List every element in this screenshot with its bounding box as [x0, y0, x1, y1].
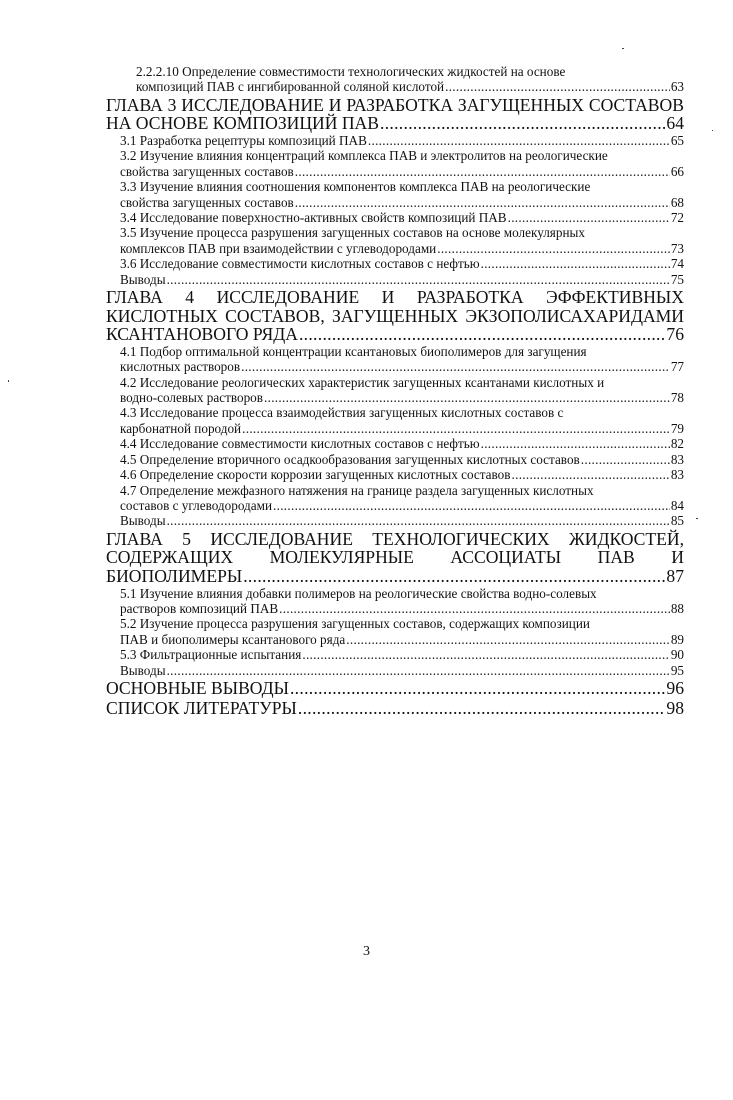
toc-entry-text-line: 4.2 Исследование реологических характеристик загущенных ксантанами кислотных и	[120, 374, 605, 390]
toc-entry-leader-line	[120, 467, 684, 482]
toc-entry-leader-line	[120, 241, 684, 256]
scan-speck	[8, 380, 9, 382]
toc-page-number: 85	[670, 513, 684, 529]
toc-entry-title: карбонатной породой	[120, 420, 242, 436]
toc-section-entry	[120, 344, 684, 375]
toc-entry-title: 3.1 Разработка рецептуры композиций ПАВ	[120, 133, 367, 148]
scan-speck	[696, 518, 698, 519]
dot-leader	[581, 452, 670, 467]
toc-section-entry	[120, 148, 684, 179]
toc-entry-leader-line	[120, 647, 684, 662]
toc-page-number: 96	[666, 677, 684, 698]
toc-page-number: 90	[670, 647, 684, 663]
toc-section-entry	[120, 225, 684, 256]
toc-entry-text-line: 4.7 Определение межфазного натяжения на границе раздела загущенных кислотных	[120, 482, 594, 498]
toc-page-number: 82	[670, 436, 684, 452]
toc-entry-title: Выводы	[120, 271, 166, 287]
toc-page-number: 87	[666, 565, 684, 586]
toc-entry-text-line: 5.1 Изучение влияния добавки полимеров на реологические свойства водно-солевых	[120, 585, 597, 601]
dot-leader	[512, 467, 670, 482]
toc-page-number: 79	[670, 420, 684, 436]
toc-entry-title: свойства загущенных составов	[120, 163, 294, 179]
dot-leader	[241, 359, 670, 374]
toc-entry-title: кислотных растворов	[120, 359, 241, 375]
toc-entry-leader-line	[120, 421, 684, 436]
toc-entry-leader-line	[106, 325, 684, 344]
dot-leader	[481, 436, 670, 451]
toc-chapter-entry	[106, 96, 684, 133]
toc-entry-leader-line	[120, 452, 684, 467]
table-of-contents	[106, 64, 684, 717]
dot-leader	[346, 632, 670, 647]
dot-leader	[302, 647, 669, 662]
toc-chapter-entry	[106, 288, 684, 344]
toc-page-number: 83	[670, 467, 684, 483]
toc-section-entry	[120, 133, 684, 148]
toc-entry-title: ПАВ и биополимеры ксантанового ряда	[120, 631, 346, 647]
toc-entry-title: комплексов ПАВ при взаимодействии с углеводородами	[120, 240, 437, 256]
toc-chapter-entry	[106, 679, 684, 698]
toc-entry-text-line: ГЛАВА 3 ИССЛЕДОВАНИЕ И РАЗРАБОТКА ЗАГУЩЕННЫХ СОСТАВОВ	[106, 94, 684, 115]
toc-entry-title: свойства загущенных составов	[120, 194, 294, 210]
toc-section-entry	[120, 513, 684, 528]
toc-entry-title: 3.4 Исследование поверхностно-активных свойств композиций ПАВ	[120, 210, 507, 226]
toc-page-number: 74	[670, 256, 684, 272]
dot-leader	[167, 513, 670, 528]
toc-entry-title: ОСНОВНЫЕ ВЫВОДЫ	[106, 677, 289, 698]
toc-entry-leader-line	[106, 679, 684, 698]
toc-entry-leader-line	[120, 632, 684, 647]
toc-entry-leader-line	[120, 359, 684, 374]
toc-page-number: 65	[670, 133, 684, 148]
toc-page-number: 98	[666, 697, 684, 718]
toc-page-number: 68	[670, 194, 684, 210]
toc-entry-text-line: СОДЕРЖАЩИХ МОЛЕКУЛЯРНЫЕ АССОЦИАТЫ ПАВ И	[106, 547, 684, 568]
scan-speck	[622, 48, 624, 49]
toc-entry-leader-line	[120, 133, 684, 148]
toc-page-number: 76	[666, 324, 684, 345]
toc-entry-text-line: 4.3 Исследование процесса взаимодействия загущенных кислотных составов с	[120, 405, 564, 421]
toc-section-entry	[120, 272, 684, 287]
dot-leader	[368, 133, 670, 148]
dot-leader	[299, 325, 665, 344]
toc-entry-title: 4.4 Исследование совместимости кислотных составов с нефтью	[120, 436, 480, 452]
toc-section-entry	[120, 375, 684, 406]
dot-leader	[279, 601, 670, 616]
dot-leader	[481, 256, 670, 271]
toc-entry-text-line: 5.2 Изучение процесса разрушения загущенных составов, содержащих композиции	[120, 616, 590, 632]
dot-leader	[445, 79, 670, 94]
toc-entry-text-line: КИСЛОТНЫХ СОСТАВОВ, ЗАГУЩЕННЫХ ЭКЗОПОЛИСАХАРИДАМИ	[106, 305, 684, 326]
toc-entry-title: водно-солевых растворов	[120, 390, 263, 406]
toc-chapter-entry	[106, 699, 684, 718]
toc-entry-title: 4.5 Определение вторичного осадкообразования загущенных кислотных составов	[120, 451, 580, 467]
toc-entry-leader-line	[136, 79, 684, 94]
toc-page-number: 63	[670, 79, 684, 95]
toc-section-entry	[120, 210, 684, 225]
toc-entry-title: 3.6 Исследование совместимости кислотных составов с нефтью	[120, 256, 480, 272]
toc-chapter-entry	[106, 530, 684, 586]
toc-entry-title: Выводы	[120, 662, 166, 678]
dot-leader	[167, 663, 670, 678]
toc-entry-text-line: ГЛАВА 5 ИССЛЕДОВАНИЕ ТЕХНОЛОГИЧЕСКИХ ЖИДКОСТЕЙ,	[106, 528, 684, 549]
toc-page-number: 89	[670, 631, 684, 647]
toc-entry-leader-line	[120, 195, 684, 210]
toc-page-number: 66	[670, 163, 684, 179]
scan-speck	[712, 130, 713, 131]
dot-leader	[167, 272, 670, 287]
toc-entry-leader-line	[120, 498, 684, 513]
toc-page-number: 75	[670, 271, 684, 287]
dot-leader	[290, 679, 665, 698]
toc-entry-leader-line	[120, 663, 684, 678]
toc-entry-title: Выводы	[120, 513, 166, 529]
toc-page-number: 77	[670, 359, 684, 375]
toc-entry-leader-line	[106, 114, 684, 133]
toc-section-entry	[136, 64, 684, 95]
toc-entry-leader-line	[120, 601, 684, 616]
toc-section-entry	[120, 452, 684, 467]
toc-entry-text-line: 2.2.2.10 Определение совместимости технологических жидкостей на основе	[136, 64, 566, 79]
toc-page-number: 78	[670, 390, 684, 406]
dot-leader	[437, 241, 670, 256]
dot-leader	[298, 699, 666, 718]
toc-entry-title: композиций ПАВ с ингибированной соляной кислотой	[136, 79, 445, 95]
toc-entry-title: растворов композиций ПАВ	[120, 600, 279, 616]
toc-entry-title: БИОПОЛИМЕРЫ	[106, 565, 243, 586]
toc-page-number: 64	[666, 113, 684, 134]
toc-entry-text-line: ГЛАВА 4 ИССЛЕДОВАНИЕ И РАЗРАБОТКА ЭФФЕКТИВНЫХ	[106, 287, 684, 308]
toc-entry-leader-line	[120, 256, 684, 271]
toc-section-entry	[120, 436, 684, 451]
dot-leader	[242, 421, 670, 436]
toc-page-number: 95	[670, 662, 684, 678]
toc-entry-text-line: 3.2 Изучение влияния концентраций комплекса ПАВ и электролитов на реологические	[120, 148, 608, 164]
toc-entry-leader-line	[120, 210, 684, 225]
toc-entry-leader-line	[120, 513, 684, 528]
dot-leader	[508, 210, 670, 225]
toc-entry-leader-line	[120, 390, 684, 405]
toc-section-entry	[120, 256, 684, 271]
toc-entry-title: НА ОСНОВЕ КОМПОЗИЦИЙ ПАВ	[106, 113, 379, 134]
toc-entry-leader-line	[120, 436, 684, 451]
toc-section-entry	[120, 467, 684, 482]
toc-entry-title: 4.6 Определение скорости коррозии загущенных кислотных составов	[120, 467, 511, 483]
toc-section-entry	[120, 647, 684, 662]
toc-section-entry	[120, 663, 684, 678]
toc-section-entry	[120, 586, 684, 617]
page-number: 3	[363, 944, 370, 959]
toc-entry-text-line: 3.3 Изучение влияния соотношения компонентов комплекса ПАВ на реологические	[120, 179, 591, 195]
toc-entry-title: 5.3 Фильтрационные испытания	[120, 647, 302, 663]
toc-entry-leader-line	[106, 567, 684, 586]
toc-entry-leader-line	[120, 272, 684, 287]
toc-page-number: 84	[670, 497, 684, 513]
toc-section-entry	[120, 483, 684, 514]
dot-leader	[295, 164, 670, 179]
toc-section-entry	[120, 405, 684, 436]
toc-page-number: 72	[670, 210, 684, 226]
dot-leader	[273, 498, 670, 513]
toc-entry-text-line: 3.5 Изучение процесса разрушения загущенных составов на основе молекулярных	[120, 225, 585, 241]
toc-entry-title: КСАНТАНОВОГО РЯДА	[106, 324, 298, 345]
toc-section-entry	[120, 179, 684, 210]
dot-leader	[295, 195, 670, 210]
dot-leader	[243, 567, 665, 586]
toc-entry-text-line: 4.1 Подбор оптимальной концентрации ксантановых биополимеров для загущения	[120, 343, 587, 359]
toc-page-number: 73	[670, 240, 684, 256]
dot-leader	[264, 390, 670, 405]
toc-section-entry	[120, 616, 684, 647]
toc-entry-leader-line	[106, 699, 684, 718]
toc-page-number: 83	[670, 451, 684, 467]
toc-entry-leader-line	[120, 164, 684, 179]
toc-page-number: 88	[670, 600, 684, 616]
dot-leader	[380, 114, 665, 133]
toc-entry-title: составов с углеводородами	[120, 497, 273, 513]
toc-entry-title: СПИСОК ЛИТЕРАТУРЫ	[106, 697, 297, 718]
